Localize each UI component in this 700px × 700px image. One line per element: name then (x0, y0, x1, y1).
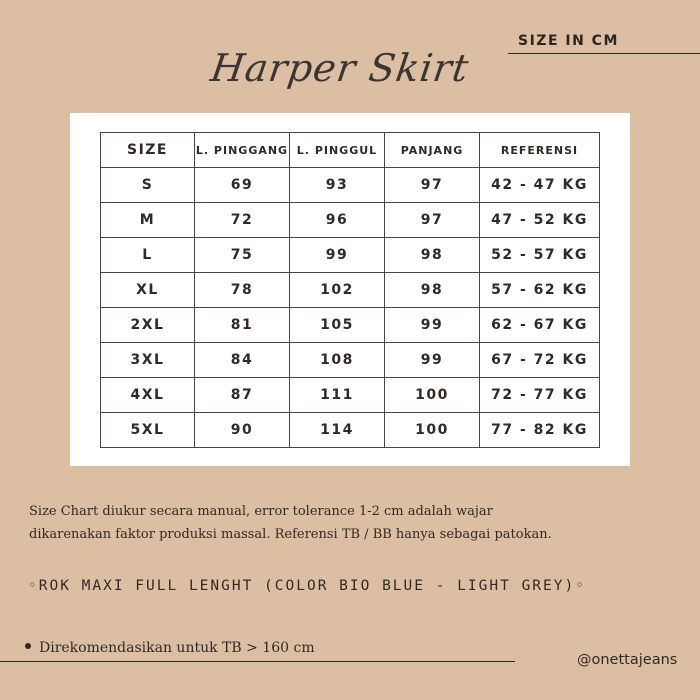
reference-cell: 52 - 57 KG (480, 238, 600, 273)
length-cell: 98 (385, 273, 480, 308)
header-length: PANJANG (385, 133, 480, 168)
hip-cell: 93 (290, 168, 385, 203)
disclaimer-line-2: dikarenakan faktor produksi massal. Referensi TB / BB hanya sebagai patokan. (29, 527, 552, 542)
reference-cell: 62 - 67 KG (480, 308, 600, 343)
reference-cell: 77 - 82 KG (480, 413, 600, 448)
hip-cell: 105 (290, 308, 385, 343)
header-reference: REFERENSI (480, 133, 600, 168)
waist-cell: 78 (195, 273, 290, 308)
size-cell: M (101, 203, 195, 238)
brand-handle: @onettajeans (577, 652, 678, 668)
waist-cell: 81 (195, 308, 290, 343)
header-waist: L. PINGGANG (195, 133, 290, 168)
reference-cell: 72 - 77 KG (480, 378, 600, 413)
length-cell: 97 (385, 168, 480, 203)
hip-cell: 114 (290, 413, 385, 448)
measurement-disclaimer (29, 500, 679, 546)
recommendation-item (25, 640, 315, 656)
header-size: SIZE (101, 133, 195, 168)
disclaimer-line-1: Size Chart diukur secara manual, error tolerance 1-2 cm adalah wajar (29, 504, 493, 519)
recommendation-text: Direkomendasikan untuk TB > 160 cm (39, 640, 315, 656)
size-cell: 5XL (101, 413, 195, 448)
waist-cell: 72 (195, 203, 290, 238)
waist-cell: 87 (195, 378, 290, 413)
bottom-divider (0, 661, 515, 662)
reference-cell: 57 - 62 KG (480, 273, 600, 308)
hip-cell: 108 (290, 343, 385, 378)
size-cell: 3XL (101, 343, 195, 378)
table-header-row (101, 133, 600, 168)
table-row (101, 308, 600, 343)
product-description: ◦ROK MAXI FULL LENGHT (COLOR BIO BLUE - LIGHT GREY)◦ (28, 578, 586, 594)
size-cell: 2XL (101, 308, 195, 343)
table-row (101, 203, 600, 238)
bullet-icon (25, 643, 31, 649)
length-cell: 97 (385, 203, 480, 238)
waist-cell: 84 (195, 343, 290, 378)
hip-cell: 99 (290, 238, 385, 273)
table-row (101, 413, 600, 448)
waist-cell: 90 (195, 413, 290, 448)
size-chart-panel (70, 113, 630, 466)
header-hip: L. PINGGUL (290, 133, 385, 168)
length-cell: 100 (385, 413, 480, 448)
hip-cell: 102 (290, 273, 385, 308)
length-cell: 99 (385, 343, 480, 378)
waist-cell: 69 (195, 168, 290, 203)
size-cell: L (101, 238, 195, 273)
reference-cell: 42 - 47 KG (480, 168, 600, 203)
table-row (101, 273, 600, 308)
size-cell: S (101, 168, 195, 203)
hip-cell: 111 (290, 378, 385, 413)
waist-cell: 75 (195, 238, 290, 273)
hip-cell: 96 (290, 203, 385, 238)
size-unit-label: SIZE IN CM (518, 33, 619, 49)
table-row (101, 238, 600, 273)
size-cell: 4XL (101, 378, 195, 413)
reference-cell: 47 - 52 KG (480, 203, 600, 238)
size-chart-table (100, 132, 600, 448)
reference-cell: 67 - 72 KG (480, 343, 600, 378)
length-cell: 100 (385, 378, 480, 413)
table-row (101, 343, 600, 378)
length-cell: 99 (385, 308, 480, 343)
length-cell: 98 (385, 238, 480, 273)
page-title: Harper Skirt (208, 46, 472, 90)
table-row (101, 378, 600, 413)
size-cell: XL (101, 273, 195, 308)
table-row (101, 168, 600, 203)
